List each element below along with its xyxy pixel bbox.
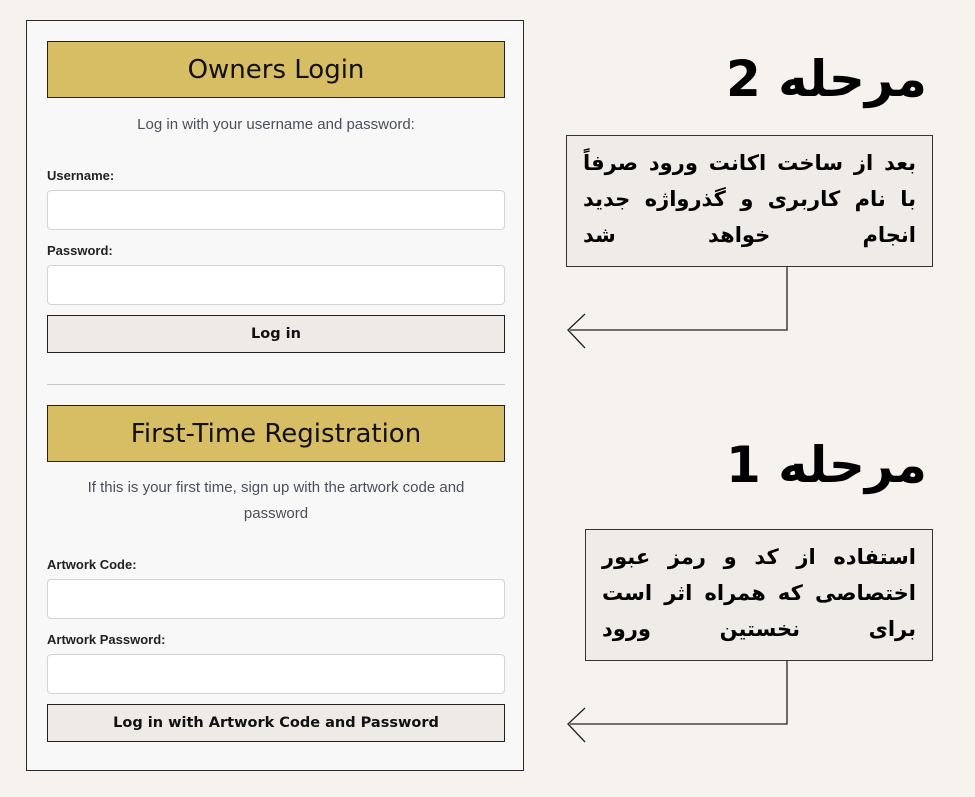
- owners-login-title: Owners Login: [187, 54, 365, 85]
- step-2-note: بعد از ساخت اکانت ورود صرفاً با نام کاربری و گذرواژه جدید انجام خواهد شد: [566, 135, 933, 267]
- step-1-title: مرحله 1: [725, 436, 927, 494]
- username-label: Username:: [47, 168, 115, 183]
- owners-login-subtitle: Log in with your username and password:: [137, 116, 415, 133]
- arrow-left-icon: [568, 661, 787, 742]
- artwork-password-label: Artwork Password:: [47, 632, 166, 647]
- step-1-note: استفاده از کد و رمز عبور اختصاصی که همراه اثر است برای نخستین ورود: [585, 529, 933, 661]
- artwork-code-label: Artwork Code:: [47, 557, 137, 572]
- registration-title: First-Time Registration: [130, 418, 422, 449]
- login-button[interactable]: Log in: [47, 315, 505, 353]
- password-label: Password:: [47, 243, 113, 258]
- registration-subtitle: If this is your first time, sign up with the artwork code and password: [87, 479, 465, 522]
- artwork-login-button[interactable]: Log in with Artwork Code and Password: [47, 704, 505, 742]
- step-2-title: مرحله 2: [725, 50, 927, 108]
